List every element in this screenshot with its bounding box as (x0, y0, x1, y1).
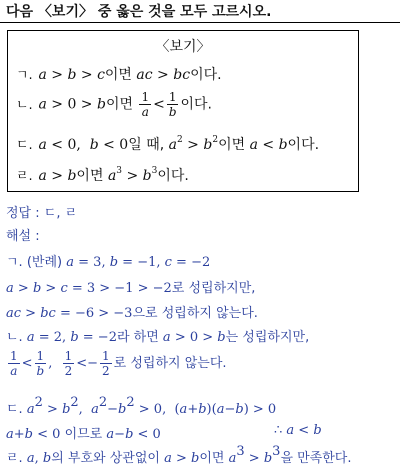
solution-line-5: $\frac{1}{a}$ < $\frac{1}{b}$ , $\frac{1}{2}$ <− $\frac{1}{2}$ 로 성립하지 않는다. (10, 349, 227, 378)
option-b: ㄴ. a > 0 > b이면 $\frac{1}{a}$ < $\frac{1}{b}$ 이다. (16, 90, 212, 119)
solution-line-7-mid: 이므로 (64, 427, 103, 442)
solution-line-4-label: ㄴ. (6, 330, 23, 345)
solution-heading: 해설 : (6, 229, 40, 244)
option-d-tail: 이다. (157, 168, 189, 184)
solution-line-8: ㄹ. a, b의 부호와 상관없이 a > b이면 $a^3 > b^3$을 만족한다. (6, 444, 352, 466)
option-c-suffix: 이면 (218, 137, 246, 153)
option-c-mid: 일 때, (128, 137, 165, 153)
option-d-suffix: 이면 (76, 168, 104, 184)
option-c-label: ㄷ. (16, 138, 33, 153)
option-c-tail: 이다. (287, 137, 320, 153)
solution-line-4: ㄴ. a = 2, b = −2라 하면 a > 0 > b는 성립하지만, (6, 330, 310, 345)
solution-line-7: a+b < 0 이므로 a−b < 0 ∴ a < b (6, 423, 322, 442)
question-text: 다음 〈보기〉 중 옳은 것을 모두 고르시오. (6, 4, 272, 20)
options-box-title: 〈보기〉 (155, 39, 211, 55)
option-a-label: ㄱ. (16, 68, 33, 83)
option-b-suffix: 이면 (105, 96, 134, 113)
solution-line-8-tail: 을 만족한다. (280, 451, 352, 466)
solution-line-6: ㄷ. $a^2 > b^2$, $a^2-b^2 > 0$, (a+b)(a−b) > 0 (6, 395, 277, 417)
solution-line-1: ㄱ. (반례) a = 3, b = −1, c = −2 (6, 255, 211, 270)
solution-line-8-mid: 의 부호와 상관없이 (51, 451, 160, 466)
solution-line-3-text: 으로 성립하지 않는다. (132, 306, 258, 321)
options-box (7, 30, 359, 192)
solution-line-2: a > b > c = 3 > −1 > −2로 성립하지만, (6, 281, 256, 296)
solution-line-7-conclusion: ∴ a < b (274, 423, 322, 438)
option-b-label: ㄴ. (16, 97, 33, 113)
question-divider (0, 22, 400, 23)
solution-line-1-paren: (반례) (26, 255, 63, 270)
solution-line-4-text: 는 성립하지만, (225, 330, 310, 345)
solution-line-2-text: 로 성립하지만, (171, 281, 256, 296)
option-a: ㄱ. a > b > c이면 ac > bc이다. (16, 64, 222, 84)
solution-line-6-label: ㄷ. (6, 402, 23, 417)
solution-line-3: ac > bc = −6 > −3으로 성립하지 않는다. (6, 306, 258, 321)
option-b-tail: 이다. (180, 96, 212, 113)
option-c: ㄷ. a < 0, b < 0일 때, $a^2 > b^2$이면 a < b이다. (16, 135, 320, 153)
solution-line-8-label: ㄹ. (6, 451, 23, 466)
answer-line: 정답 : ㄷ, ㄹ (6, 206, 78, 221)
solution-line-5-text: 로 성립하지 않는다. (113, 356, 227, 371)
option-a-suffix: 이면 (104, 67, 132, 83)
option-d: ㄹ. a > b이면 $a^3 > b^3$이다. (16, 166, 189, 184)
option-d-label: ㄹ. (16, 169, 33, 184)
solution-line-1-label: ㄱ. (6, 255, 23, 270)
solution-line-8-mid2: 이면 (199, 451, 225, 466)
solution-line-4-mid: 라 하면 (116, 330, 159, 345)
option-a-tail: 이다. (190, 67, 222, 83)
